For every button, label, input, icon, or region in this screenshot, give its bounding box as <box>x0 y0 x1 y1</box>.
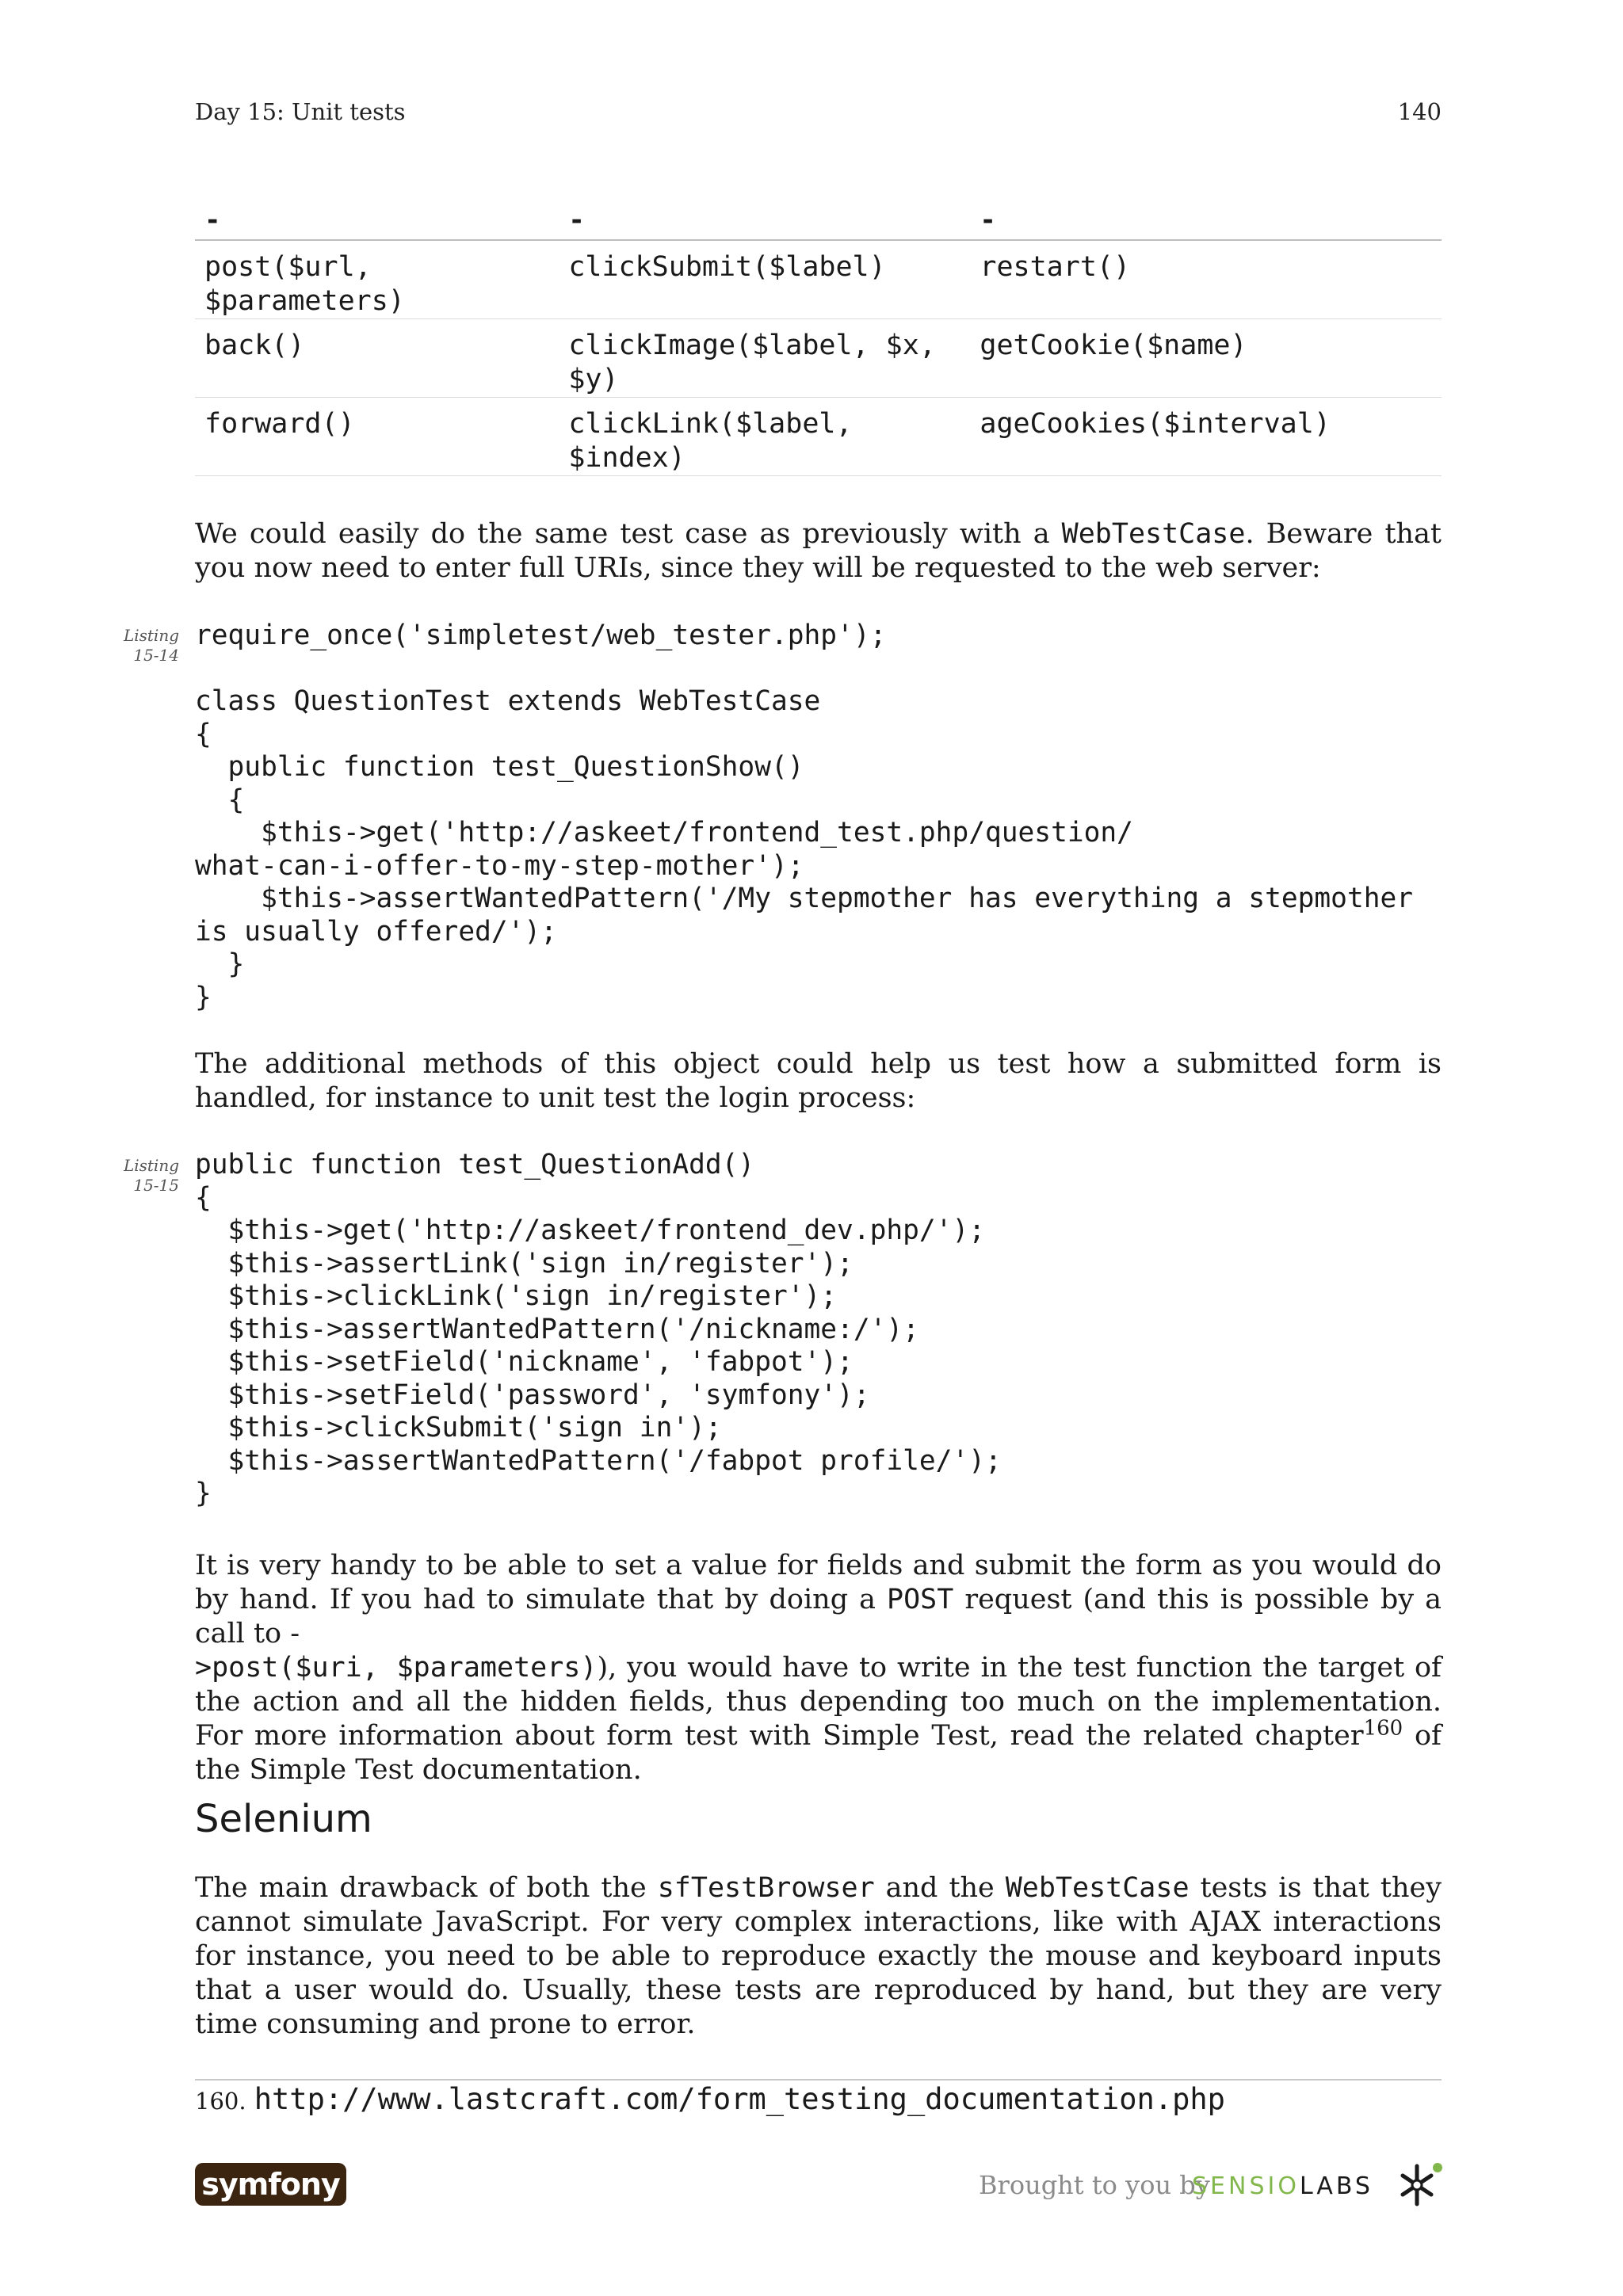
footnote-divider <box>195 2079 1442 2081</box>
paragraph-selenium-intro <box>195 1871 1442 2042</box>
table-cell: clickSubmit($label) <box>559 240 970 319</box>
paragraph-form-handling <box>195 1549 1442 1787</box>
table-row <box>195 319 1442 398</box>
text: It is very handy to be able to set a value for fields and submit the form as you would do by hand. If you had to simulate that by doing a <box>195 1550 1442 1615</box>
sensiolabs-logo-text <box>1192 2169 1373 2204</box>
table-header-cell: - <box>970 201 1442 240</box>
table-cell: forward() <box>195 398 559 476</box>
sensio-word: SENSIO <box>1192 2172 1300 2200</box>
text: tests is that they cannot simulate JavaScript. For very complex interactions, like with AJAX interactions for instance, you need to be able to reproduce exactly the mouse and keyboard inputs that a user would do. Usually, these tests are reproduced by hand, but they are very time consuming and prone to error. <box>195 1872 1442 2040</box>
paragraph-webtestcase-intro <box>195 517 1442 585</box>
inline-code: >post($uri, $parameters) <box>195 1652 598 1684</box>
listing-label <box>119 626 179 666</box>
listing-label-number: 15-15 <box>133 1176 179 1195</box>
table-header-row <box>195 201 1442 240</box>
methods-table <box>195 201 1442 476</box>
listing-label <box>119 1156 179 1196</box>
table-row <box>195 240 1442 319</box>
inline-code: WebTestCase <box>1061 518 1246 550</box>
paragraph-additional-methods: The additional methods of this object could help us test how a submitted form is handled, for instance to unit test the login process: <box>195 1048 1442 1114</box>
table-cell: restart() <box>970 240 1442 319</box>
footnote-link[interactable]: http://www.lastcraft.com/form_testing_documentation.php <box>254 2082 1225 2116</box>
inline-code: POST <box>887 1584 954 1615</box>
text: ), you would have to write in the test function the target of the action and all the hidden fields, thus depending too much on the implementation. For more information about form test with Simple Test, read the related chapter <box>195 1652 1442 1752</box>
table-cell: getCookie($name) <box>970 319 1442 398</box>
table-cell: clickImage($label, $x, $y) <box>559 319 970 398</box>
symfony-logo: symfony <box>195 2163 346 2206</box>
code-listing-15-14: require_once('simpletest/web_tester.php'); class QuestionTest extends WebTestCase { public function test_QuestionShow() { $this->get('http://askeet/frontend_test.php/question/ what-can-i-offer-to-my-step-mother'); $this->assertWantedPattern('/My stepmother has everything a stepmother is usually offered/'); } } <box>195 620 1414 1013</box>
running-header-chapter: Day 15: Unit tests <box>195 98 406 125</box>
listing-label-word: Listing <box>123 1156 179 1175</box>
table-row <box>195 398 1442 476</box>
listing-label-word: Listing <box>123 626 179 645</box>
text: . Beware that you now need to enter full URIs, since they will be requested to the web server: <box>195 518 1442 584</box>
footnote-number: 160. <box>195 2088 246 2115</box>
text: and the <box>874 1872 1006 1904</box>
inline-code: WebTestCase <box>1005 1872 1190 1904</box>
footnote <box>195 2082 1225 2119</box>
table-header-cell: - <box>559 201 970 240</box>
table-cell: clickLink($label, $index) <box>559 398 970 476</box>
footnote-reference[interactable]: 160 <box>1363 1716 1403 1741</box>
text: The main drawback of both the <box>195 1872 658 1904</box>
table-cell: post($url, $parameters) <box>195 240 559 319</box>
table-header-cell: - <box>195 201 559 240</box>
labs-word: LABS <box>1299 2172 1373 2200</box>
text: We could easily do the same test case as previously with a <box>195 518 1062 550</box>
text: request (and this is possible by a call to - <box>195 1584 1442 1650</box>
inline-code: sfTestBrowser <box>657 1872 875 1904</box>
brought-to-you-by-text: Brought to you by <box>979 2170 1210 2200</box>
table-cell: ageCookies($interval) <box>970 398 1442 476</box>
text: of the Simple Test documentation. <box>195 1720 1442 1786</box>
page-number: 140 <box>1397 98 1442 125</box>
section-heading: Selenium <box>195 1797 372 1841</box>
sensiolabs-mark-icon <box>1396 2161 1444 2209</box>
listing-label-number: 15-14 <box>133 646 179 665</box>
code-listing-15-15: public function test_QuestionAdd() { $this->get('http://askeet/frontend_dev.php/'); $this->assertLink('sign in/register'); $this->clickLink('sign in/register'); $this->assertWantedPattern('/nickname:/'); $this->setField('nickname', 'fabpot'); $this->setField('password', 'symfony'); $this->clickSubmit('sign in'); $this->assertWantedPattern('/fabpot profile/'); } <box>195 1149 1002 1509</box>
table-cell: back() <box>195 319 559 398</box>
